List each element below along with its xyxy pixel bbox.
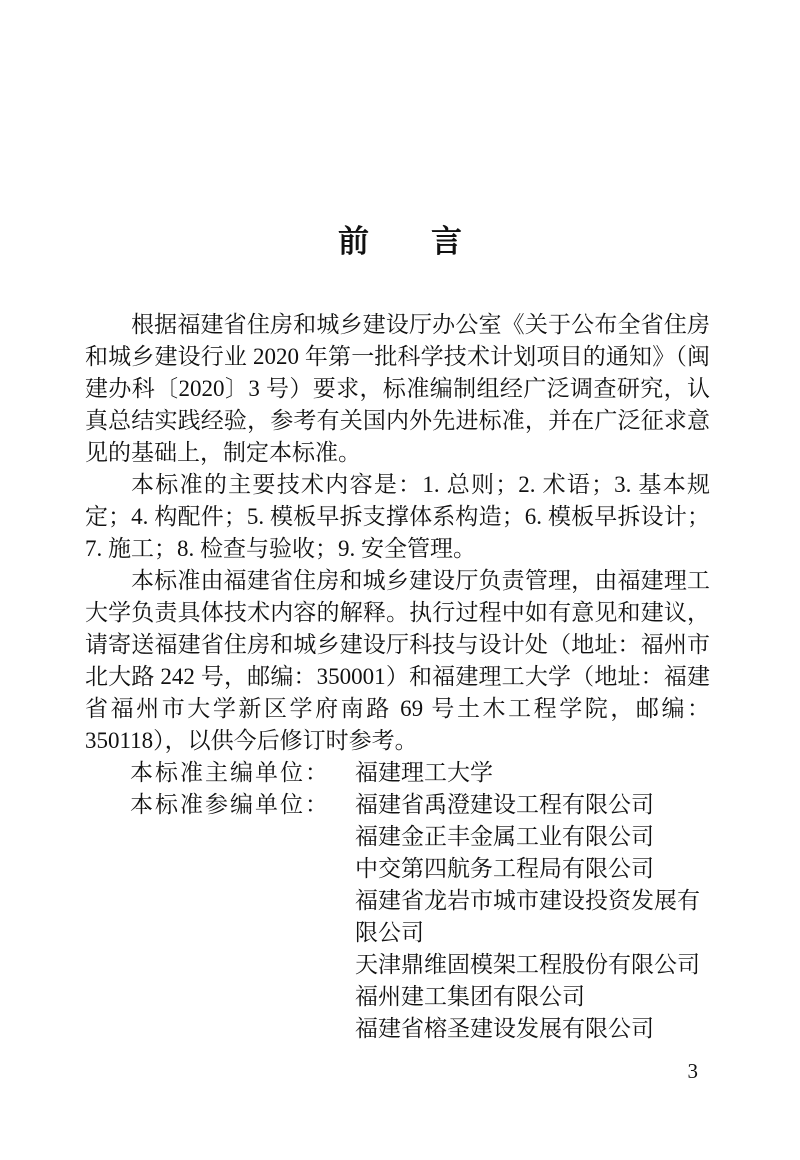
editor-unit: 福建省榕圣建设发展有限公司 — [355, 1016, 654, 1041]
chief-editor-units — [355, 757, 710, 789]
participating-editor-row — [85, 789, 710, 1045]
participating-editor-label: 本标准参编单位： — [130, 792, 330, 817]
chief-editor-label: 本标准主编单位： — [130, 760, 330, 785]
editor-unit: 福建金正丰金属工业有限公司 — [355, 824, 654, 849]
editors-section — [85, 757, 710, 1045]
chief-editor-row — [85, 757, 710, 789]
editor-unit: 福建理工大学 — [355, 760, 493, 785]
editor-unit: 天津鼎维固模架工程股份有限公司 — [355, 952, 700, 977]
participating-editor-units — [355, 789, 710, 1045]
editor-unit: 中交第四航务工程局有限公司 — [355, 856, 654, 881]
paragraph-basis: 根据福建省住房和城乡建设厅办公室《关于公布全省住房和城乡建设行业 2020 年第一批科学技术计划项目的通知》（闽建办科〔2020〕3 号）要求，标准编制组经广泛调查研究，认真总结实践经验，参考有关国内外先进标准，并在广泛征求意见的基础上，制定本标准。 — [85, 312, 710, 465]
editor-unit: 福建省禹澄建设工程有限公司 — [355, 792, 654, 817]
paragraph-management: 本标准由福建省住房和城乡建设厅负责管理，由福建理工大学负责具体技术内容的解释。执行过程中如有意见和建议，请寄送福建省住房和城乡建设厅科技与设计处（地址：福州市北大路 242 号，邮编：350001）和福建理工大学（地址：福建省福州市大学新区学府南路 69 号土木工程学院，邮编：350118），以供今后修订时参考。 — [85, 568, 710, 753]
page-number: 3 — [687, 1059, 698, 1083]
editor-unit: 福建省龙岩市城市建设投资发展有限公司 — [355, 888, 700, 945]
editor-unit: 福州建工集团有限公司 — [355, 984, 585, 1009]
document-body — [85, 309, 710, 1045]
page-title: 前 言 — [338, 224, 462, 259]
paragraph-contents: 本标准的主要技术内容是：1. 总则；2. 术语；3. 基本规定；4. 构配件；5. 模板早拆支撑体系构造；6. 模板早拆设计；7. 施工；8. 检查与验收；9. 安全管理。 — [85, 472, 710, 561]
